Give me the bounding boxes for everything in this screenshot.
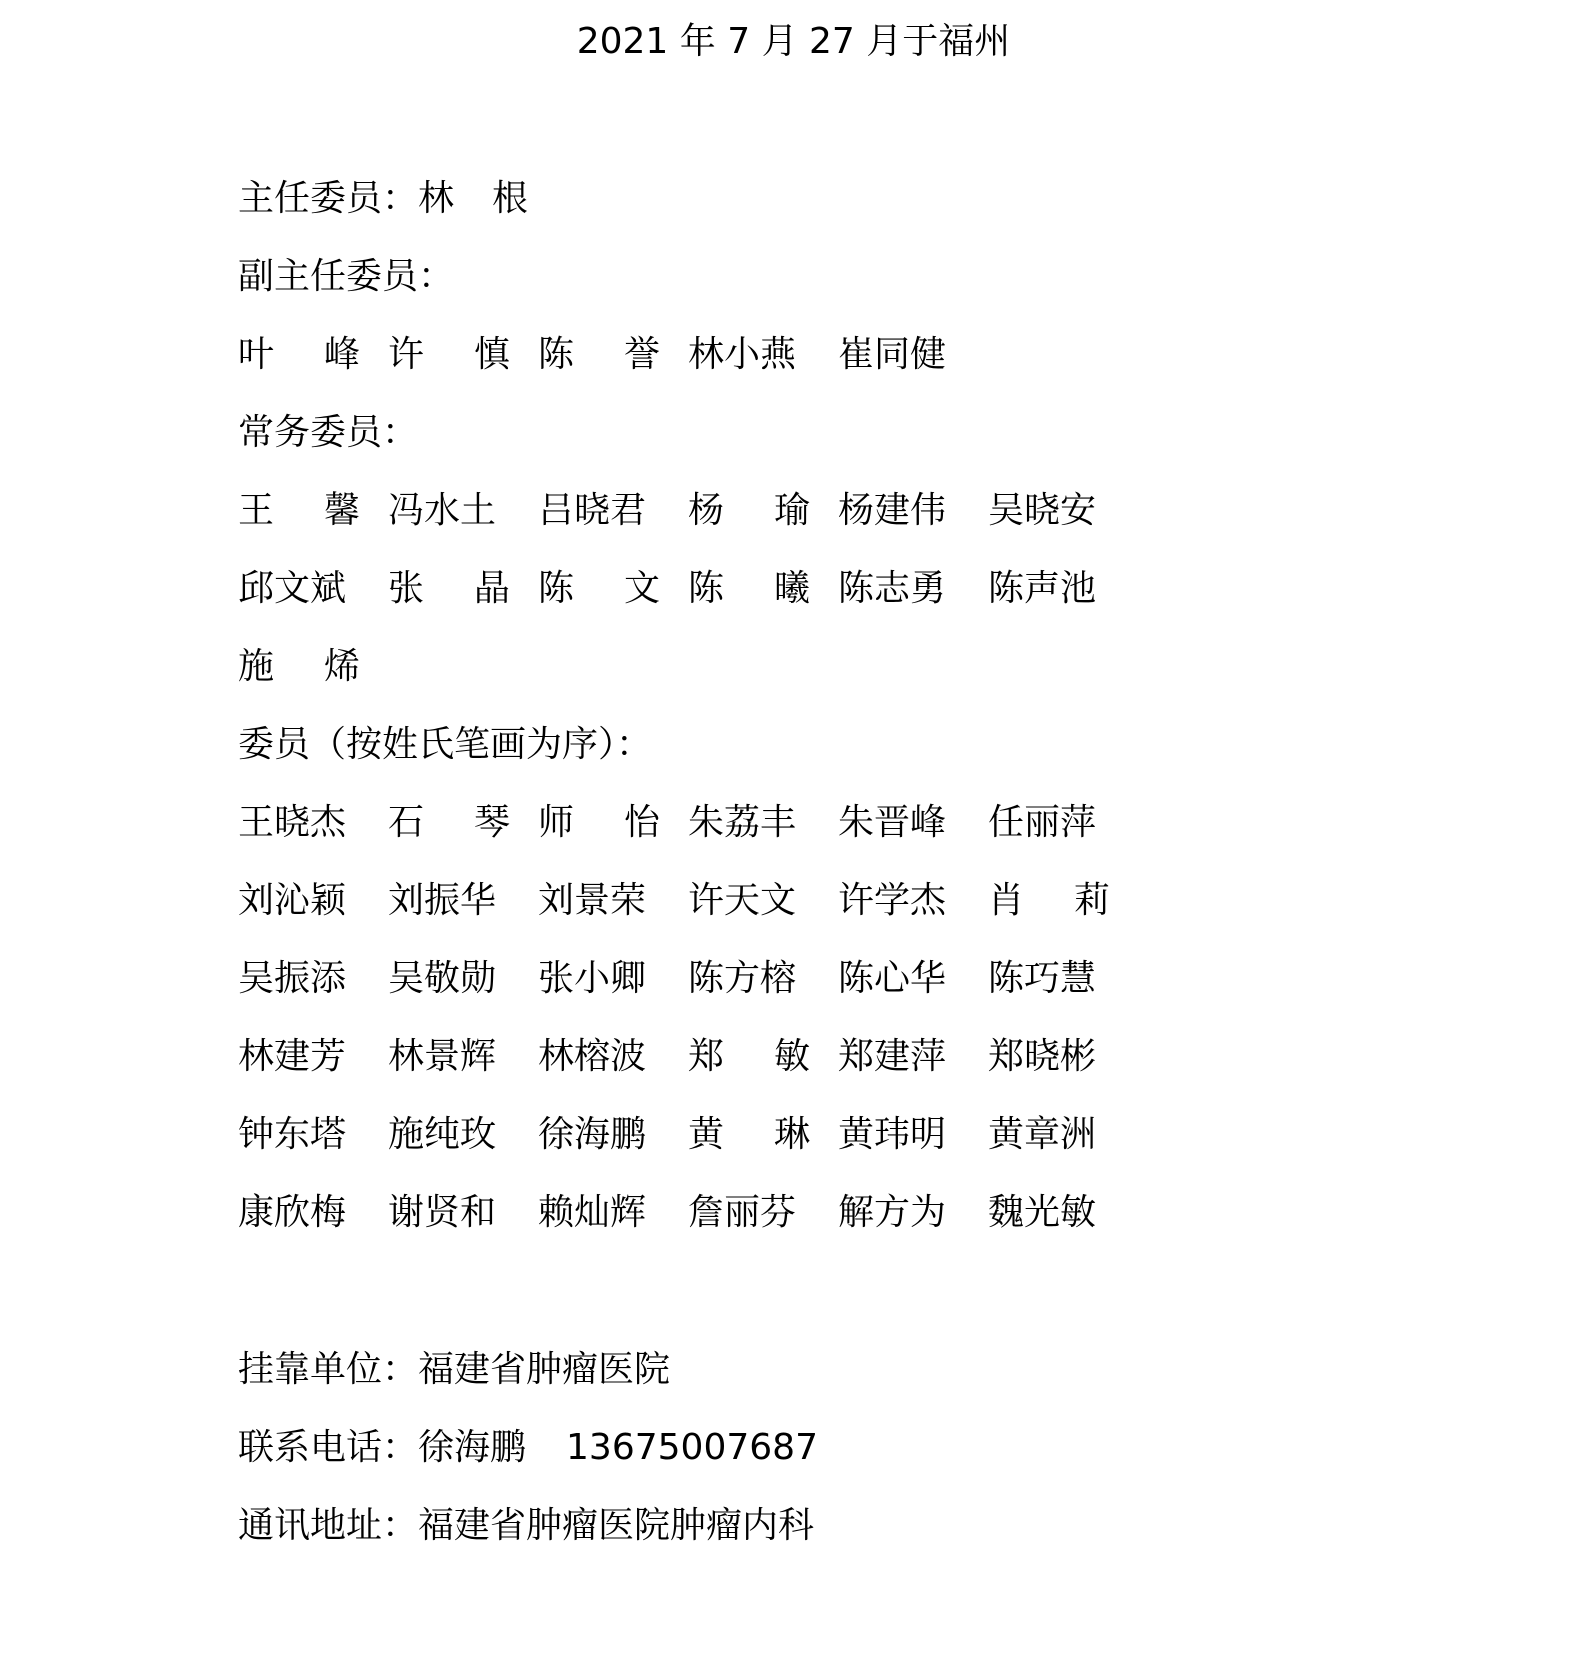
member-name: 钟 东 塔 <box>238 1114 347 1155</box>
chair-line <box>238 174 528 224</box>
member-name: 师 怡 <box>538 802 660 843</box>
contact-name: 徐海鹏 <box>418 1427 527 1468</box>
standing-members-row-2 <box>238 564 1198 614</box>
member-name: 康 欣 梅 <box>238 1192 347 1233</box>
members-row-6 <box>238 1188 1198 1238</box>
member-name: 陈 声 池 <box>988 568 1097 609</box>
member-name: 叶 峰 <box>238 334 360 375</box>
member-name: 林 建 芳 <box>238 1036 347 1077</box>
member-name: 施 烯 <box>238 646 360 687</box>
member-name: 施 纯 玫 <box>388 1114 497 1155</box>
member-name: 刘 振 华 <box>388 880 497 921</box>
member-name: 陈 志 勇 <box>838 568 947 609</box>
chair-name-given: 根 <box>492 178 529 219</box>
members-row-2 <box>238 876 1198 926</box>
member-name: 陈 心 华 <box>838 958 947 999</box>
member-name: 陈 曦 <box>688 568 810 609</box>
chair-name-surname: 林 <box>418 178 455 219</box>
affiliation-label: 挂靠单位： <box>238 1349 419 1390</box>
member-name: 朱 晋 峰 <box>838 802 947 843</box>
member-name: 黄 琳 <box>688 1114 810 1155</box>
member-name: 吕 晓 君 <box>538 490 647 531</box>
affiliation-value: 福建省肿瘤医院 <box>418 1349 671 1390</box>
address-line <box>238 1501 814 1551</box>
members-row-3 <box>238 954 1198 1004</box>
member-name: 肖 莉 <box>988 880 1110 921</box>
standing-members-label: 常务委员： <box>238 412 419 453</box>
member-name: 徐 海 鹏 <box>538 1114 647 1155</box>
member-name: 杨 建 伟 <box>838 490 947 531</box>
member-name: 刘 景 荣 <box>538 880 647 921</box>
contact-line <box>238 1423 818 1473</box>
member-name: 魏 光 敏 <box>988 1192 1097 1233</box>
member-name: 张 小 卿 <box>538 958 647 999</box>
member-name: 陈 誉 <box>538 334 660 375</box>
address-label: 通讯地址： <box>238 1505 419 1546</box>
document-date-line: 2021 年 7 月 27 月于福州 <box>576 21 1011 62</box>
member-name: 郑 建 萍 <box>838 1036 947 1077</box>
standing-members-row-3 <box>238 642 1198 692</box>
member-name: 吴 振 添 <box>238 958 347 999</box>
member-name: 解 方 为 <box>838 1192 947 1233</box>
member-name: 林 小 燕 <box>688 334 797 375</box>
affiliation-line <box>238 1345 670 1395</box>
member-name: 吴 敬 勋 <box>388 958 497 999</box>
member-name: 陈 巧 慧 <box>988 958 1097 999</box>
member-name: 冯 水 土 <box>388 490 497 531</box>
member-name: 吴 晓 安 <box>988 490 1097 531</box>
contact-phone: 13675007687 <box>566 1427 818 1468</box>
member-name: 许 天 文 <box>688 880 797 921</box>
member-name: 郑 晓 彬 <box>988 1036 1097 1077</box>
vice-chairs-row <box>238 330 1198 380</box>
member-name: 许 慎 <box>388 334 510 375</box>
members-row-4 <box>238 1032 1198 1082</box>
member-name: 王 晓 杰 <box>238 802 347 843</box>
member-name: 张 晶 <box>388 568 510 609</box>
members-label: 委员（按姓氏笔画为序）： <box>238 724 653 765</box>
member-name: 谢 贤 和 <box>388 1192 497 1233</box>
member-name: 林 景 辉 <box>388 1036 497 1077</box>
member-name: 崔 同 健 <box>838 334 947 375</box>
member-name: 黄 章 洲 <box>988 1114 1097 1155</box>
member-name: 陈 方 榕 <box>688 958 797 999</box>
standing-members-row-1 <box>238 486 1198 536</box>
member-name: 任 丽 萍 <box>988 802 1097 843</box>
member-name: 赖 灿 辉 <box>538 1192 647 1233</box>
chair-label: 主任委员： <box>238 178 419 219</box>
member-name: 王 馨 <box>238 490 360 531</box>
member-name: 杨 瑜 <box>688 490 810 531</box>
members-row-5 <box>238 1110 1198 1160</box>
member-name: 黄 玮 明 <box>838 1114 947 1155</box>
contact-label: 联系电话： <box>238 1427 419 1468</box>
vice-chairs-label: 副主任委员： <box>238 256 455 297</box>
member-name: 刘 沁 颖 <box>238 880 347 921</box>
member-name: 邱 文 斌 <box>238 568 347 609</box>
member-name: 郑 敏 <box>688 1036 810 1077</box>
members-row-1 <box>238 798 1198 848</box>
member-name: 石 琴 <box>388 802 510 843</box>
member-name: 陈 文 <box>538 568 660 609</box>
member-name: 詹 丽 芬 <box>688 1192 797 1233</box>
address-value: 福建省肿瘤医院肿瘤内科 <box>418 1505 815 1546</box>
member-name: 许 学 杰 <box>838 880 947 921</box>
member-name: 朱 荔 丰 <box>688 802 797 843</box>
member-name: 林 榕 波 <box>538 1036 647 1077</box>
